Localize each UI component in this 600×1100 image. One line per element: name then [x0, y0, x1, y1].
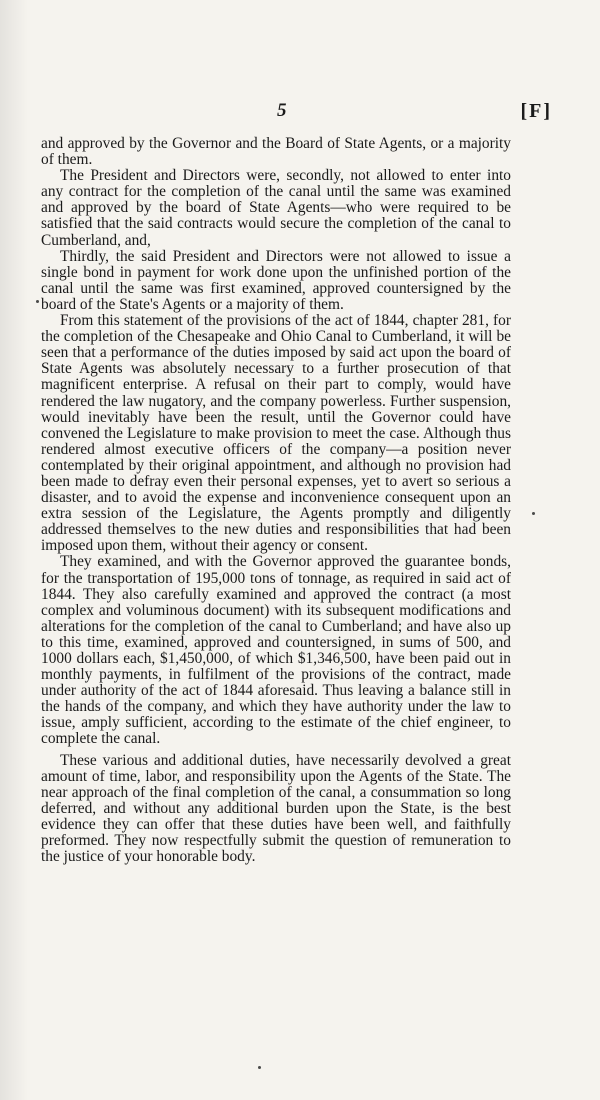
page-header	[40, 100, 552, 124]
signature-mark: [F]	[520, 100, 552, 122]
paragraph-guarantee-bonds: They examined, and with the Governor approved the guarantee bonds, for the transportation of 195,000 tons of tonnage, as required in said act of 1844. They also carefully examined and approved the contract (a most complex and voluminous document) with its subsequent modifications and alterations for the completion of the canal to Cumberland; and have also up to this time, examined, approved and countersigned, in sums of 500, and 1000 dollars each, $1,450,000, of which $1,346,500, have been paid out in monthly payments, in fulfilment of the provisions of the contract, made under authority of the act of 1844 aforesaid. Thus leaving a balance still in the hands of the company, and which they have authority under the law to issue, amply sufficient, according to the estimate of the chief engineer, to complete the canal.	[41, 553, 511, 748]
paragraph-act-of-1844: From this statement of the provisions of the act of 1844, chapter 281, for the completion of the Chesapeake and Ohio Canal to Cumberland, it will be seen that a performance of the duties imposed by said act upon the board of State Agents was absolutely necessary to a further prosecution of that magnificent enterprise. A refusal on their part to comply, would have rendered the law nugatory, and the company powerless. Further suspension, would inevitably have been the result, until the Governor could have convened the Legislature to make provision to meet the case. Although thus rendered almost executive officers of the company—a position never contemplated by their original appointment, and although no provision had been made to defray even their personal expenses, yet to avert so serious a disaster, and to avoid the expense and inconvenience consequent upon an extra session of the Legislature, the Agents promptly and diligently addressed themselves to the new duties and responsibilities that had been imposed upon them, without their agency or consent.	[41, 312, 511, 555]
paragraph-continuation: and approved by the Governor and the Board of State Agents, or a majority of them.	[41, 135, 511, 169]
body-text	[41, 136, 511, 865]
paragraph-remuneration: These various and additional duties, have necessarily devolved a great amount of time, labor, and responsibility upon the Agents of the State. The near approach of the final completion of the canal, a consummation so long deferred, and without any additional burden upon the State, is the best evidence they can offer that these duties have been well, and faithfully preformed. They now respectfully submit the question of remuneration to the justice of your honorable body.	[41, 751, 511, 866]
ink-speck	[36, 300, 39, 303]
ink-speck	[532, 512, 535, 515]
page-number: 5	[277, 100, 287, 121]
paragraph-secondly: The President and Directors were, secondly, not allowed to enter into any contract for the completion of the canal until the same was examined and approved by the board of State Agents—who were required to be satisfied that the said contracts would secure the completion of the canal to Cumberland, and,	[41, 167, 511, 249]
page-edge-shadow	[0, 0, 28, 1100]
paragraph-thirdly: Thirdly, the said President and Directors were not allowed to issue a single bond in payment for work done upon the unfinished portion of the canal until the same was first examined, approved countersigned by the board of the State's Agents or a majority of them.	[41, 247, 511, 313]
ink-speck	[258, 1066, 261, 1069]
